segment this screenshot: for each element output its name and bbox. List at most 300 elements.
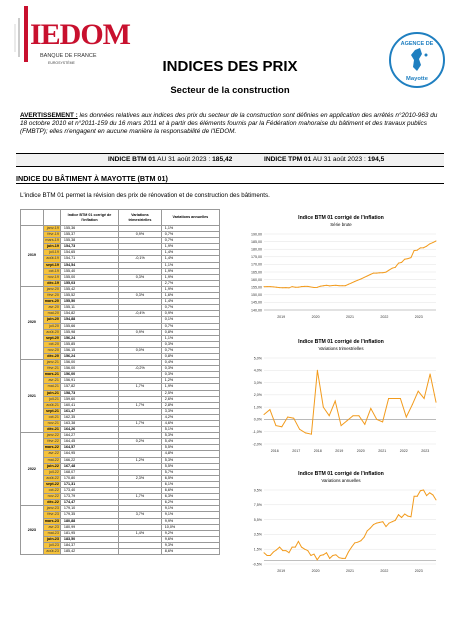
data-point: [310, 555, 311, 556]
annual-variation-cell: 9,1%: [161, 506, 219, 512]
data-point: [317, 370, 318, 371]
quarterly-variation-cell: 1,2%: [119, 457, 162, 463]
index-value-cell: 155,40: [60, 268, 118, 274]
year-cell: 2019: [21, 226, 44, 287]
data-point: [307, 286, 308, 287]
data-point: [370, 274, 371, 275]
data-point: [364, 537, 365, 538]
data-point: [345, 285, 346, 286]
y-tick-label: 155,00: [251, 285, 262, 290]
index-value-cell: 155,98: [60, 329, 118, 335]
month-cell: oct-21: [43, 414, 60, 420]
btm-table: [20, 209, 220, 555]
data-point: [298, 541, 299, 542]
data-point: [406, 416, 407, 417]
data-point: [364, 424, 365, 425]
month-cell: févr-22: [43, 439, 60, 445]
y-tick-label: 5,5%: [253, 517, 262, 522]
month-cell: déc-21: [43, 427, 60, 433]
month-cell: janv-22: [43, 433, 60, 439]
index-value-cell: 161,47: [60, 408, 118, 414]
annual-variation-cell: 4,6%: [161, 421, 219, 427]
data-point: [360, 278, 361, 279]
data-point: [298, 287, 299, 288]
banque-de-france-label: BANQUE DE FRANCE: [40, 53, 97, 59]
quarterly-variation-cell: 0,3%: [119, 293, 162, 299]
data-point: [358, 415, 359, 416]
month-cell: juil-20: [43, 323, 60, 329]
data-point: [348, 552, 349, 553]
annual-variation-cell: 6,1%: [161, 481, 219, 487]
data-point: [304, 286, 305, 287]
data-point: [401, 262, 402, 263]
index-value-cell: 181,95: [60, 530, 118, 536]
month-cell: févr-21: [43, 366, 60, 372]
index-value-cell: 155,85: [60, 341, 118, 347]
data-point: [317, 287, 318, 288]
data-point: [323, 554, 324, 555]
month-cell: janv-23: [43, 506, 60, 512]
data-point: [414, 496, 415, 497]
quarterly-variation-cell: 1,7%: [119, 421, 162, 427]
y-tick-label: -1,0%: [252, 430, 262, 435]
month-cell: sept-22: [43, 481, 60, 487]
y-tick-label: 165,00: [251, 270, 262, 275]
annual-variation-cell: 6,3%: [161, 494, 219, 500]
annual-variation-cell: 1,9%: [161, 274, 219, 280]
mayotte-map-icon: [391, 34, 443, 86]
y-tick-label: 7,5%: [253, 503, 262, 508]
data-point: [292, 286, 293, 287]
data-point: [279, 547, 280, 548]
data-point: [269, 409, 270, 410]
data-point: [342, 285, 343, 286]
quarterly-variation-cell: -0,4%: [119, 311, 162, 317]
btm-summary: [108, 154, 232, 166]
data-point: [347, 420, 348, 421]
data-point: [289, 552, 290, 553]
data-point: [385, 272, 386, 273]
x-tick-label: 2019: [277, 315, 286, 319]
data-point: [424, 398, 425, 399]
month-cell: août-21: [43, 402, 60, 408]
data-point: [342, 558, 343, 559]
data-point: [311, 434, 312, 435]
chart-title: Indice BTM 01 corrigé de l'inflation: [298, 339, 384, 345]
table-row: [21, 548, 220, 554]
index-value-cell: 163,38: [60, 421, 118, 427]
data-point: [339, 557, 340, 558]
data-point: [423, 247, 424, 248]
index-value-cell: 174,47: [60, 500, 118, 506]
annual-variation-cell: 0,3%: [161, 372, 219, 378]
data-point: [370, 528, 371, 529]
index-value-cell: 173,79: [60, 494, 118, 500]
index-value-cell: 154,65: [60, 250, 118, 256]
y-tick-label: 190,00: [251, 232, 262, 237]
table-header-row: [21, 210, 220, 226]
month-cell: mars-23: [44, 518, 59, 523]
month-cell: sept-21: [43, 408, 60, 414]
data-point: [401, 517, 402, 518]
data-point: [299, 429, 300, 430]
index-value-cell: 162,35: [60, 414, 118, 420]
data-point: [404, 513, 405, 514]
annual-variation-cell: 0,8%: [161, 329, 219, 335]
month-cell: févr-20: [43, 293, 60, 299]
data-point: [407, 258, 408, 259]
month-cell: juil-19: [43, 250, 60, 256]
annual-variation-cell: 9,3%: [161, 542, 219, 548]
month-cell: mai-22: [43, 457, 60, 463]
quarterly-variation-cell: 1,7%: [119, 384, 162, 390]
data-point: [388, 398, 389, 399]
data-point: [285, 287, 286, 288]
x-tick-label: 2022: [399, 449, 408, 453]
month-cell: avr-22: [43, 451, 60, 457]
index-value-cell: 170,80: [60, 475, 118, 481]
data-point: [276, 549, 277, 550]
header-year: [21, 210, 44, 226]
data-point: [395, 267, 396, 268]
data-point: [301, 547, 302, 548]
data-point: [436, 402, 437, 403]
data-point: [420, 247, 421, 248]
data-point: [382, 521, 383, 522]
data-point: [367, 276, 368, 277]
quarterly-variation-cell: 1,7%: [119, 402, 162, 408]
data-point: [420, 490, 421, 491]
index-value-cell: 159,60: [60, 396, 118, 402]
annual-variation-cell: 2,8%: [161, 402, 219, 408]
month-cell: janv-20: [43, 286, 60, 292]
eurosysteme-label: EUROSYSTÈME: [48, 61, 75, 65]
index-value-cell: 155,00: [60, 274, 118, 280]
month-cell: août-19: [43, 256, 60, 262]
data-point: [305, 432, 306, 433]
month-cell: avr-20: [43, 305, 60, 311]
month-cell: nov-20: [43, 347, 60, 353]
y-tick-label: -0,5%: [252, 562, 262, 567]
index-value-cell: 155,50: [60, 299, 118, 305]
data-point: [414, 250, 415, 251]
tpm-name: INDICE TPM 01: [264, 156, 312, 163]
data-point: [423, 490, 424, 491]
annual-variation-cell: 1,9%: [161, 244, 219, 250]
index-value-cell: 168,07: [60, 469, 118, 475]
data-point: [293, 418, 294, 419]
quarterly-variation-cell: 1,4%: [119, 530, 162, 536]
data-point: [341, 425, 342, 426]
x-tick-label: 2018: [313, 449, 322, 453]
data-point: [432, 494, 433, 495]
y-tick-label: 150,00: [251, 293, 262, 298]
index-value-cell: 155,03: [60, 280, 118, 286]
month-cell: juin-19: [43, 244, 60, 250]
index-value-cell: 164,26: [60, 427, 118, 433]
data-point: [335, 401, 336, 402]
month-cell: juil-23: [43, 542, 60, 548]
data-point: [273, 286, 274, 287]
data-point: [400, 398, 401, 399]
data-point: [307, 550, 308, 551]
annual-variation-cell: 1,9%: [161, 286, 219, 292]
data-point: [351, 547, 352, 548]
data-point: [367, 530, 368, 531]
index-value-cell: 154,73: [60, 244, 118, 250]
data-point: [264, 552, 265, 553]
quarterly-variation-cell: 2,3%: [119, 475, 162, 481]
data-point: [376, 523, 377, 524]
month-cell: mars-19: [43, 238, 60, 244]
data-point: [404, 259, 405, 260]
month-cell: déc-22: [43, 500, 60, 506]
data-point: [410, 257, 411, 258]
month-cell: nov-19: [43, 274, 60, 280]
data-point: [389, 270, 390, 271]
data-point: [314, 287, 315, 288]
header-annual: Variations annuelles: [161, 210, 219, 226]
annual-variation-cell: 1,1%: [161, 226, 219, 232]
data-point: [389, 523, 390, 524]
index-value-cell: 158,73: [60, 390, 118, 396]
annual-variation-cell: 0,7%: [161, 238, 219, 244]
quarterly-variation-cell: 0,0%: [119, 347, 162, 353]
annual-variation-cell: 0,9%: [161, 311, 219, 317]
y-tick-label: 180,00: [251, 247, 262, 252]
annual-variation-cell: 9,9%: [161, 518, 219, 524]
month-cell: déc-19: [43, 280, 60, 286]
x-tick-label: 2016: [270, 449, 279, 453]
index-value-cell: 164,95: [60, 451, 118, 457]
annual-variation-cell: 9,2%: [161, 530, 219, 536]
data-point: [332, 285, 333, 286]
month-cell: mai-21: [43, 384, 60, 390]
annual-variation-cell: 6,5%: [161, 475, 219, 481]
x-tick-label: 2017: [292, 449, 301, 453]
x-tick-label: 2020: [356, 449, 365, 453]
index-value-cell: 180,99: [60, 524, 118, 530]
annual-variation-cell: 1,9%: [161, 384, 219, 390]
data-point: [267, 286, 268, 287]
month-cell: mai-20: [43, 311, 60, 317]
annual-variation-cell: 4,8%: [161, 451, 219, 457]
data-point: [360, 540, 361, 541]
index-value-cell: 155,36: [60, 226, 118, 232]
annual-variation-cell: 2,6%: [161, 396, 219, 402]
annual-variation-cell: 9,6%: [161, 536, 219, 542]
y-tick-label: 1,5%: [253, 547, 262, 552]
month-cell: août-22: [43, 475, 60, 481]
month-cell: févr-19: [43, 232, 60, 238]
chart-title: Indice BTM 01 corrigé de l'inflation: [298, 215, 384, 221]
header-index: Indice BTM 01 corrigé de l'inflation: [60, 210, 118, 226]
annual-variation-cell: 8,6%: [161, 548, 219, 554]
annual-variation-cell: 10,0%: [161, 524, 219, 530]
section-divider: [16, 183, 444, 184]
index-value-cell: 155,11: [60, 305, 118, 311]
data-point: [264, 414, 265, 415]
data-point: [273, 552, 274, 553]
chart-raw-series: [238, 212, 444, 324]
index-value-cell: 166,22: [60, 457, 118, 463]
chart-subtitle: Variations trimestrielles: [318, 346, 364, 351]
data-point: [432, 242, 433, 243]
data-point: [394, 398, 395, 399]
data-point: [267, 555, 268, 556]
data-point: [407, 516, 408, 517]
index-value-cell: 155,66: [60, 323, 118, 329]
annual-variation-cell: 0,1%: [161, 317, 219, 323]
month-cell: avr-21: [43, 378, 60, 384]
x-tick-label: 2023: [414, 569, 423, 573]
y-tick-label: 2,0%: [253, 393, 262, 398]
annual-variation-cell: 1,4%: [161, 299, 219, 305]
month-cell: juin-22: [43, 463, 60, 469]
section-title: INDICE DU BÂTIMENT À MAYOTTE (BTM 01): [16, 174, 168, 183]
y-tick-label: 170,00: [251, 262, 262, 267]
y-tick-label: 4,0%: [253, 368, 262, 373]
annual-variation-cell: 6,2%: [161, 500, 219, 506]
x-tick-label: 2020: [311, 315, 320, 319]
annual-variation-cell: 5,5%: [161, 463, 219, 469]
data-point: [417, 250, 418, 251]
quarterly-variation-cell: 0,9%: [119, 232, 162, 238]
index-value-cell: 154,88: [60, 317, 118, 323]
data-point: [339, 285, 340, 286]
index-value-cell: 173,40: [60, 488, 118, 494]
data-point: [287, 416, 288, 417]
annual-variation-cell: 2,7%: [161, 280, 219, 286]
warning-text: les données relatives aux indices des prix du secteur de la construction sont définies en application des arrêtés n°2010-963 du 18 octobre 2010 et n°2011-159 du 16 mars 2011 et à partir des éléments fournis par la Fédération mahoraise du bâtiment et des travaux publics (FMBTP); elles n'engagent en aucune manière la responsabilité de l'IEDOM.: [20, 112, 438, 136]
annual-variation-cell: 1,2%: [161, 378, 219, 384]
data-point: [323, 285, 324, 286]
annual-variation-cell: 1,6%: [161, 293, 219, 299]
data-point: [304, 549, 305, 550]
year-cell: 2023: [21, 506, 44, 555]
month-cell: août-23: [43, 548, 60, 554]
annual-variation-cell: 0,3%: [161, 341, 219, 347]
data-point: [270, 555, 271, 556]
y-tick-label: 3,5%: [253, 532, 262, 537]
data-point: [292, 547, 293, 548]
data-point: [357, 280, 358, 281]
index-value-cell: 155,42: [60, 286, 118, 292]
month-cell: oct-22: [43, 488, 60, 494]
data-point: [295, 547, 296, 548]
y-tick-label: 3,0%: [253, 380, 262, 385]
data-point: [376, 419, 377, 420]
y-tick-label: 145,00: [251, 300, 262, 305]
data-point: [370, 408, 371, 409]
data-point: [351, 282, 352, 283]
index-value-cell: 184,37: [60, 542, 118, 548]
data-point: [335, 285, 336, 286]
iedom-logo: IEDOM: [30, 18, 130, 51]
index-value-cell: 156,00: [60, 366, 118, 372]
btm-value: 185,42: [212, 156, 233, 163]
iedom-logo-mark-icon: [10, 2, 32, 66]
btm-date: AU 31 août 2023 :: [155, 156, 213, 163]
data-point: [329, 285, 330, 286]
annual-variation-cell: 0,8%: [161, 353, 219, 359]
x-tick-label: 2019: [335, 449, 344, 453]
index-value-cell: 180,88: [60, 518, 118, 524]
page-title: INDICES DES PRIX: [162, 58, 298, 75]
index-value-cell: 155,52: [60, 293, 118, 299]
y-tick-label: 185,00: [251, 239, 262, 244]
month-cell: févr-23: [43, 512, 60, 518]
annual-variation-cell: 9,1%: [161, 512, 219, 518]
annual-variation-cell: 0,7%: [161, 323, 219, 329]
quarterly-variation-cell: 0,9%: [119, 329, 162, 335]
data-point: [281, 426, 282, 427]
annual-variation-cell: 6,6%: [161, 488, 219, 494]
data-point: [379, 522, 380, 523]
data-point: [398, 263, 399, 264]
data-point: [392, 521, 393, 522]
data-point: [264, 286, 265, 287]
data-point: [323, 407, 324, 408]
data-point: [332, 555, 333, 556]
year-cell: 2022: [21, 433, 44, 506]
index-value-cell: 179,35: [60, 512, 118, 518]
quarterly-variation-cell: 1,7%: [119, 494, 162, 500]
index-value-cell: 167,48: [60, 463, 118, 469]
y-tick-label: 5,0%: [253, 356, 262, 361]
data-point: [320, 286, 321, 287]
month-cell: mai-23: [43, 530, 60, 536]
agency-bottom-label: Mayotte: [406, 76, 428, 82]
month-cell: sept-20: [43, 335, 60, 341]
data-point: [395, 520, 396, 521]
index-summary-bar: [16, 153, 444, 167]
data-point: [430, 373, 431, 374]
quarterly-variation-cell: -0,2%: [119, 366, 162, 372]
data-point: [345, 558, 346, 559]
data-point: [326, 285, 327, 286]
data-point: [364, 277, 365, 278]
index-value-cell: 179,10: [60, 506, 118, 512]
data-point: [289, 287, 290, 288]
data-point: [314, 554, 315, 555]
index-value-cell: 185,42: [60, 548, 118, 554]
index-value-cell: 164,45: [60, 439, 118, 445]
index-value-cell: 154,82: [60, 311, 118, 317]
warning-paragraph: [20, 112, 440, 136]
quarterly-variation-cell: [119, 548, 162, 554]
index-value-cell: 164,57: [60, 445, 118, 451]
data-point: [392, 268, 393, 269]
agency-top-label: AGENCE DE: [400, 41, 434, 47]
index-value-cell: 156,00: [60, 372, 118, 378]
annual-variation-cell: 5,3%: [161, 433, 219, 439]
annual-variation-cell: 1,1%: [161, 335, 219, 341]
annual-variation-cell: 4,2%: [161, 414, 219, 420]
x-tick-label: 2022: [380, 315, 389, 319]
quarterly-variation-cell: -0,1%: [119, 256, 162, 262]
annual-variation-cell: 3,3%: [161, 408, 219, 414]
data-point: [429, 243, 430, 244]
month-cell: juin-20: [43, 317, 60, 323]
table-body: [21, 226, 220, 555]
month-cell: oct-20: [43, 341, 60, 347]
data-point: [379, 272, 380, 273]
data-point: [417, 496, 418, 497]
data-point: [373, 273, 374, 274]
data-point: [317, 559, 318, 560]
data-point: [418, 391, 419, 392]
